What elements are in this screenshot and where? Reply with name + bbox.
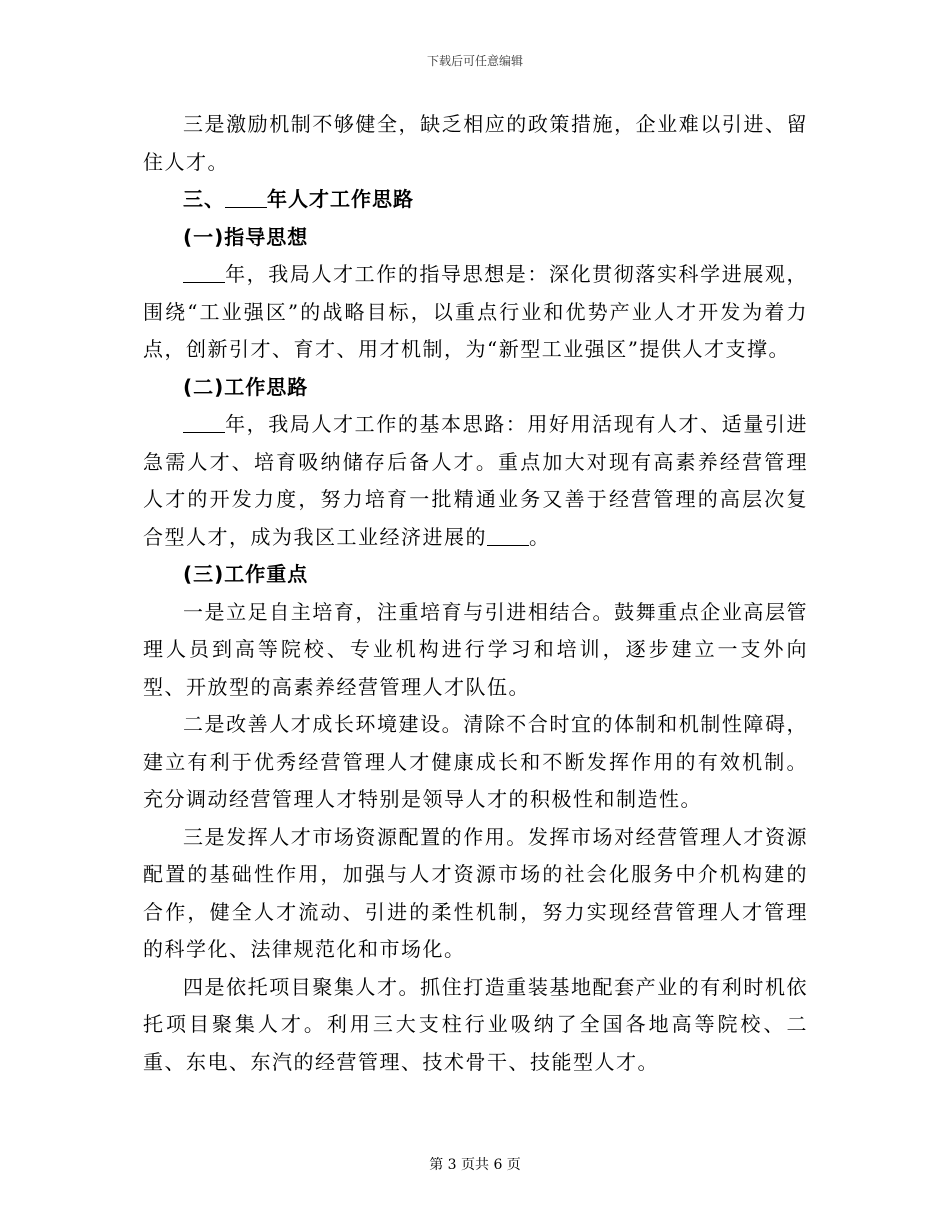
page-number: 第 3 页共 6 页: [429, 1157, 521, 1173]
paragraph-work-approach-end: 。: [529, 524, 551, 549]
section-heading-3-prefix: 三、: [183, 187, 225, 211]
paragraph-work-approach: [143, 406, 808, 556]
paragraph-point-3: 三是发挥人才市场资源配置的作用。发挥市场对经营管理人才资源配置的基础性作用，加强与人才资源市场的社会化服务中介机构建的合作，健全人才流动、引进的柔性机制，努力实现经营管理人才管理的科学化、法律规范化和市场化。: [143, 824, 808, 961]
paragraph-guiding-ideology: [143, 256, 808, 369]
paragraph-point-2: 二是改善人才成长环境建设。清除不合时宜的体制和机制性障碍，建立有利于优秀经营管理人才健康成长和不断发挥作用的有效机制。充分调动经营管理人才特别是领导人才的积极性和制造性。: [143, 712, 808, 811]
paragraph-guiding-ideology-text: 年，我局人才工作的指导思想是：深化贯彻落实科学进展观，围绕“工业强区”的战略目标，以重点行业和优势产业人才开发为着力点，创新引才、育才、用才机制，为“新型工业强区”提供人才支撑。: [143, 262, 808, 361]
subheading-work-approach: (二)工作思路: [183, 374, 309, 399]
year-blank: [183, 262, 225, 283]
page-header: 下载后可任意编辑: [426, 54, 523, 68]
document-body: [143, 106, 808, 1081]
section-heading-3: [143, 181, 808, 219]
paragraph-point-4: 四是依托项目聚集人才。抓住打造重装基地配套产业的有利时机依托项目聚集人才。利用三大支柱行业吸纳了全国各地高等院校、二重、东电、东汽的经营管理、技术骨干、技能型人才。: [143, 974, 808, 1074]
section-heading-3-text: 年人才工作思路: [267, 187, 414, 211]
subheading-guiding-ideology: (一)指导思想: [183, 224, 309, 249]
paragraph-incentive-mechanism: 三是激励机制不够健全，缺乏相应的政策措施，企业难以引进、留住人才。: [143, 112, 808, 174]
fill-blank: [487, 525, 529, 546]
subheading-work-focus: (三)工作重点: [183, 562, 309, 586]
paragraph-work-approach-text: 年，我局人才工作的基本思路：用好用活现有人才、适量引进急需人才、培育吸纳储存后备人才。重点加大对现有高素养经营管理人才的开发力度，努力培育一批精通业务又善于经营管理的高层次复合型人才，成为我区工业经济进展的: [143, 412, 808, 549]
year-blank: [225, 187, 267, 208]
year-blank: [183, 412, 225, 433]
paragraph-point-1: 一是立足自主培育，注重培育与引进相结合。鼓舞重点企业高层管理人员到高等院校、专业机构进行学习和培训，逐步建立一支外向型、开放型的高素养经营管理人才队伍。: [143, 599, 808, 699]
